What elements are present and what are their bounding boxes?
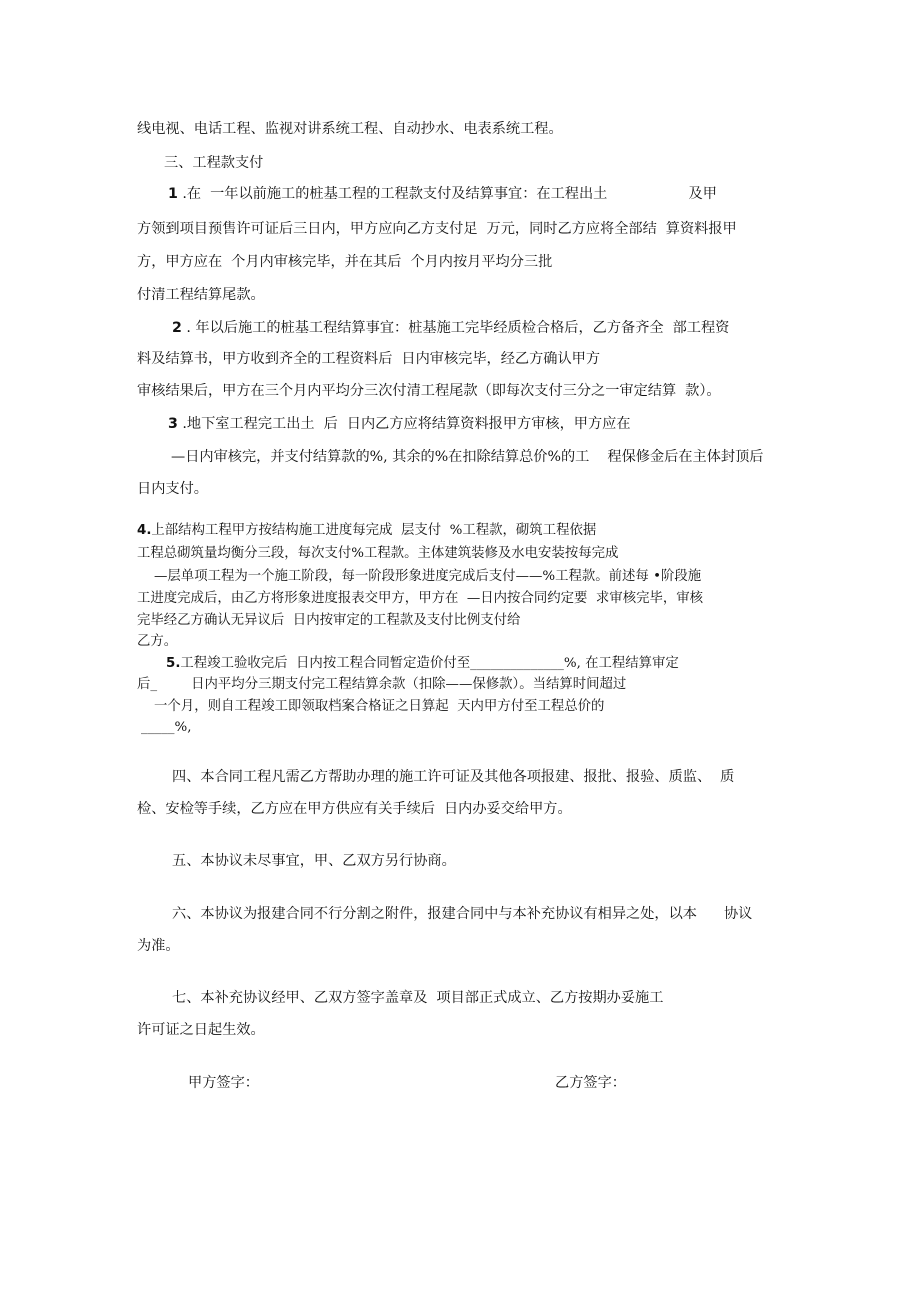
item-2-line-2: 料及结算书，甲方收到齐全的工程资料后 日内审核完毕，经乙方确认甲方 — [137, 351, 601, 367]
section-5: 五、本协议未尽事宜，甲、乙双方另行协商。 — [172, 853, 456, 869]
item-4-line-2: 工程总砌筑量均衡分三段，每次支付%工程款。主体建筑装修及水电安装按每完成 — [137, 546, 619, 561]
item-4-line-4: 工进度完成后，由乙方将形象进度报表交甲方，甲方在 —日内按合同约定要 求审核完毕，审核 — [137, 591, 704, 606]
section-4-line-1: 四、本合同工程凡需乙方帮助办理的施工许可证及其他各项报建、报批、报验、质监、 质 — [172, 769, 735, 785]
item-4-number: 4. — [137, 523, 152, 538]
item-5-line-3: 一个月，则自工程竣工即领取档案合格证之日算起 天内甲方付至工程总价的 — [137, 699, 605, 714]
item-2-line-1: 2 . 年以后施工的桩基工程结算事宜：桩基施工完毕经质检合格后，乙方备齐全 部工程资 — [172, 320, 730, 336]
item-5-line-1: 5.工程竣工验收完后 日内按工程合同暂定造价付至______________%, 在工程结算审定 — [166, 656, 679, 671]
party-a-signature-label: 甲方签字： — [188, 1075, 259, 1091]
item-3-line-2: —日内审核完，并支付结算款的%, 其余的%在扣除结算总价%的工 程保修金后在主体封顶后 — [171, 449, 764, 465]
item-1-line-4: 付清工程结算尾款。 — [137, 287, 265, 303]
item-1-line-1: 1 .在 一年以前施工的桩基工程的工程款支付及结算事宜：在工程出土 及甲 — [168, 186, 717, 202]
section-3-heading: 三、工程款支付 — [164, 155, 264, 171]
section-7-line-1: 七、本补充协议经甲、乙双方签字盖章及 项目部正式成立、乙方按期办妥施工 — [172, 990, 664, 1006]
item-1-number: 1 — [168, 186, 178, 202]
section-7-line-2: 许可证之日起生效。 — [137, 1022, 265, 1038]
section-6-line-2: 为准。 — [137, 938, 180, 954]
section-6-line-1: 六、本协议为报建合同不行分割之附件，报建合同中与本补充协议有相异之处，以本 协议 — [172, 906, 753, 922]
item-2-number: 2 — [172, 320, 182, 336]
item-5-line-2: 后_ 日内平均分三期支付完工程结算余款（扣除——保修款）。当结算时间超过 — [137, 677, 627, 692]
item-4-line-3: —层单项工程为一个施工阶段，每一阶段形象进度完成后支付——%工程款。前述每 •阶段施 — [137, 569, 702, 584]
intro-line: 线电视、电话工程、监视对讲系统工程、自动抄水、电表系统工程。 — [137, 121, 563, 137]
party-b-signature-label: 乙方签字： — [555, 1075, 626, 1091]
item-3-line-1: 3 .地下室工程完工出土 后 日内乙方应将结算资料报甲方审核，甲方应在 — [168, 416, 631, 432]
item-5-line-4: _____%, — [141, 720, 192, 735]
section-4-line-2: 检、安检等手续，乙方应在甲方供应有关手续后 日内办妥交给甲方。 — [137, 801, 572, 817]
item-4-line-6: 乙方。 — [137, 634, 178, 649]
item-1-line-2: 方领到项目预售许可证后三日内，甲方应向乙方支付足 万元，同时乙方应将全部结 算资料报甲 — [137, 221, 737, 237]
item-3-number: 3 — [168, 416, 178, 432]
item-1-line-3: 方，甲方应在 个月内审核完毕，并在其后 个月内按月平均分三批 — [137, 254, 553, 270]
item-4-line-1: 4.上部结构工程甲方按结构施工进度每完成 层支付 %工程款，砌筑工程依据 — [137, 523, 597, 538]
item-4-line-5: 完毕经乙方确认无异议后 日内按审定的工程款及支付比例支付给 — [137, 613, 521, 628]
item-2-line-3: 审核结果后，甲方在三个月内平均分三次付清工程尾款（即每次支付三分之一审定结算 款）。 — [137, 383, 721, 399]
item-3-line-3: 日内支付。 — [137, 481, 208, 497]
item-5-number: 5. — [166, 656, 181, 671]
